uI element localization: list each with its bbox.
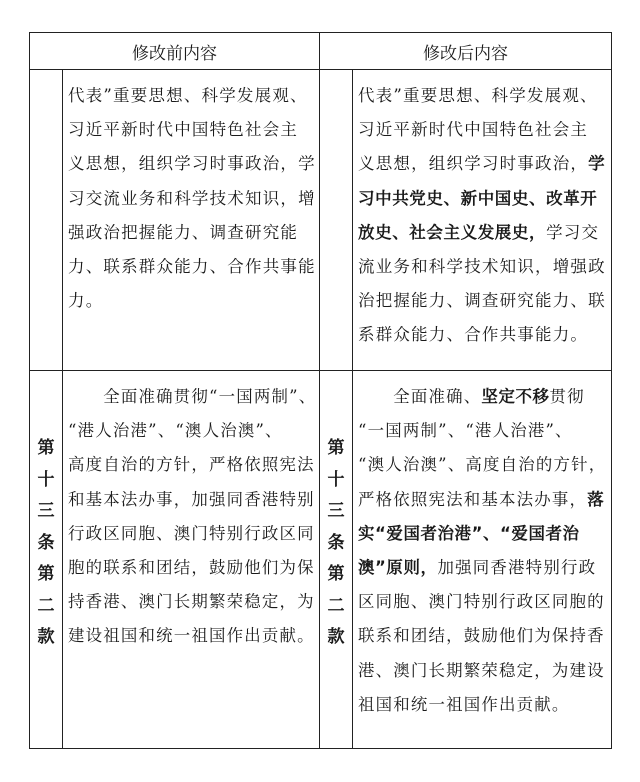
- row2-before-line: 全面准确贯彻“一国两制”、: [68, 387, 317, 406]
- text-segment: 严格依照宪法和基本法办事，: [358, 489, 588, 509]
- row1-after-line: [358, 79, 606, 113]
- row1-before-line: 强政治把握能力、调查研究能: [68, 222, 299, 242]
- column-divider: [319, 32, 320, 749]
- row2-label-after: [324, 433, 348, 654]
- text-segment: 义思想，组织学习时事政治，: [358, 154, 589, 174]
- header-before: 修改前内容: [132, 43, 217, 64]
- row1-before-text: [68, 79, 316, 318]
- row2-before-line: 持香港、澳门长期繁荣稳定，为: [68, 592, 315, 612]
- article-label-char: 第: [327, 564, 345, 584]
- left-label-divider: [62, 69, 63, 749]
- row2-after-line: [358, 688, 606, 722]
- row1-after-line: [358, 182, 606, 216]
- article-label-char: 条: [37, 532, 55, 553]
- table-border-right: [611, 32, 612, 749]
- row2-after-line: [358, 654, 606, 688]
- article-label-char: 款: [37, 627, 55, 647]
- row2-after-line: [358, 585, 606, 619]
- text-segment: 区同胞、澳门特别行政区同胞的: [358, 592, 605, 612]
- article-label-char: 款: [327, 627, 345, 647]
- row2-before-line: 行政区同胞、澳门特别行政区同: [68, 523, 315, 543]
- article-label-char: 二: [327, 595, 345, 616]
- header-divider: [29, 69, 612, 70]
- row2-after-text: [358, 380, 607, 722]
- text-segment: 加强同香港特别行政: [437, 558, 597, 578]
- row2-after-line: [358, 414, 606, 448]
- table-border-left: [29, 32, 30, 749]
- right-label-divider: [352, 69, 353, 749]
- text-segment: 联系和团结，鼓励他们为保持香: [358, 626, 605, 646]
- row2-before-line: “港人治港”、“澳人治澳”、: [68, 421, 283, 441]
- row2-before-line: 和基本法办事，加强同香港特别: [68, 489, 315, 509]
- row1-after-line: [358, 216, 606, 250]
- text-segment: 港、澳门长期繁荣稳定，为建设: [358, 660, 605, 680]
- text-segment: 治把握能力、调查研究能力、联: [358, 291, 606, 311]
- row2-label-before: [34, 433, 58, 654]
- row2-before-line: 高度自治的方针，严格依照宪法: [68, 455, 315, 475]
- row2-after-line: [358, 483, 606, 517]
- row1-after-line: [358, 147, 606, 181]
- row1-before-line: 义思想，组织学习时事政治，学: [68, 154, 316, 174]
- added-text: 实“爱国者治港”、“爱国者治: [358, 523, 580, 543]
- text-segment: 系群众能力、合作共事能力。: [358, 325, 589, 345]
- text-segment: 全面准确、: [358, 387, 482, 406]
- added-text: 学: [588, 154, 606, 174]
- article-label-char: 第: [327, 438, 345, 458]
- row2-before-line: 建设祖国和统一祖国作出贡献。: [68, 626, 315, 646]
- added-text: 澳”原则，: [358, 558, 438, 578]
- row2-after-line: [358, 448, 606, 482]
- article-label-char: 十: [327, 469, 345, 490]
- row1-before-line: 力。: [68, 291, 104, 311]
- row1-after-line: [358, 284, 606, 318]
- text-segment: 习近平新时代中国特色社会主: [358, 120, 589, 140]
- text-segment: “一国两制”、“港人治港”、: [358, 421, 573, 441]
- text-segment: 流业务和科学技术知识，增强政: [358, 257, 606, 277]
- row1-after-line: [358, 113, 606, 147]
- row1-before-line: 力、联系群众能力、合作共事能: [68, 257, 316, 277]
- row1-after-line: [358, 318, 606, 352]
- row2-after-line: [358, 619, 606, 653]
- row1-before-line: 习近平新时代中国特色社会主: [68, 120, 299, 140]
- row2-before-text: [68, 380, 317, 654]
- text-segment: 祖国和统一祖国作出贡献。: [358, 694, 570, 714]
- row1-after-line: [358, 250, 606, 284]
- article-label-char: 第: [37, 438, 55, 458]
- row2-after-line: [358, 517, 606, 551]
- text-segment: 代表”重要思想、科学发展观、: [358, 86, 598, 105]
- table-border-bottom: [29, 748, 612, 749]
- added-text: 习中共党史、新中国史、改革开: [358, 188, 598, 208]
- row1-after-text: [358, 79, 606, 353]
- row2-before-line: 胞的联系和团结，鼓励他们为保: [68, 558, 315, 578]
- article-label-char: 十: [37, 469, 55, 490]
- article-label-char: 三: [327, 501, 345, 521]
- row1-before-line: 代表”重要思想、科学发展观、: [68, 86, 308, 105]
- added-text: 落: [587, 489, 605, 509]
- row2-after-line: [358, 380, 606, 414]
- header-after: 修改后内容: [423, 43, 508, 64]
- added-text: 坚定不移: [481, 387, 550, 406]
- article-label-char: 二: [37, 595, 55, 616]
- text-segment: 学习交: [546, 222, 600, 242]
- added-text: 放史、社会主义发展史，: [358, 222, 547, 242]
- row-divider: [29, 370, 612, 371]
- text-segment: 贯彻: [549, 387, 585, 406]
- article-label-char: 条: [327, 532, 345, 553]
- text-segment: “澳人治澳”、高度自治的方针，: [358, 455, 607, 475]
- row2-after-line: [358, 551, 606, 585]
- article-label-char: 第: [37, 564, 55, 584]
- row1-before-line: 习交流业务和科学技术知识，增: [68, 188, 316, 208]
- article-label-char: 三: [37, 501, 55, 521]
